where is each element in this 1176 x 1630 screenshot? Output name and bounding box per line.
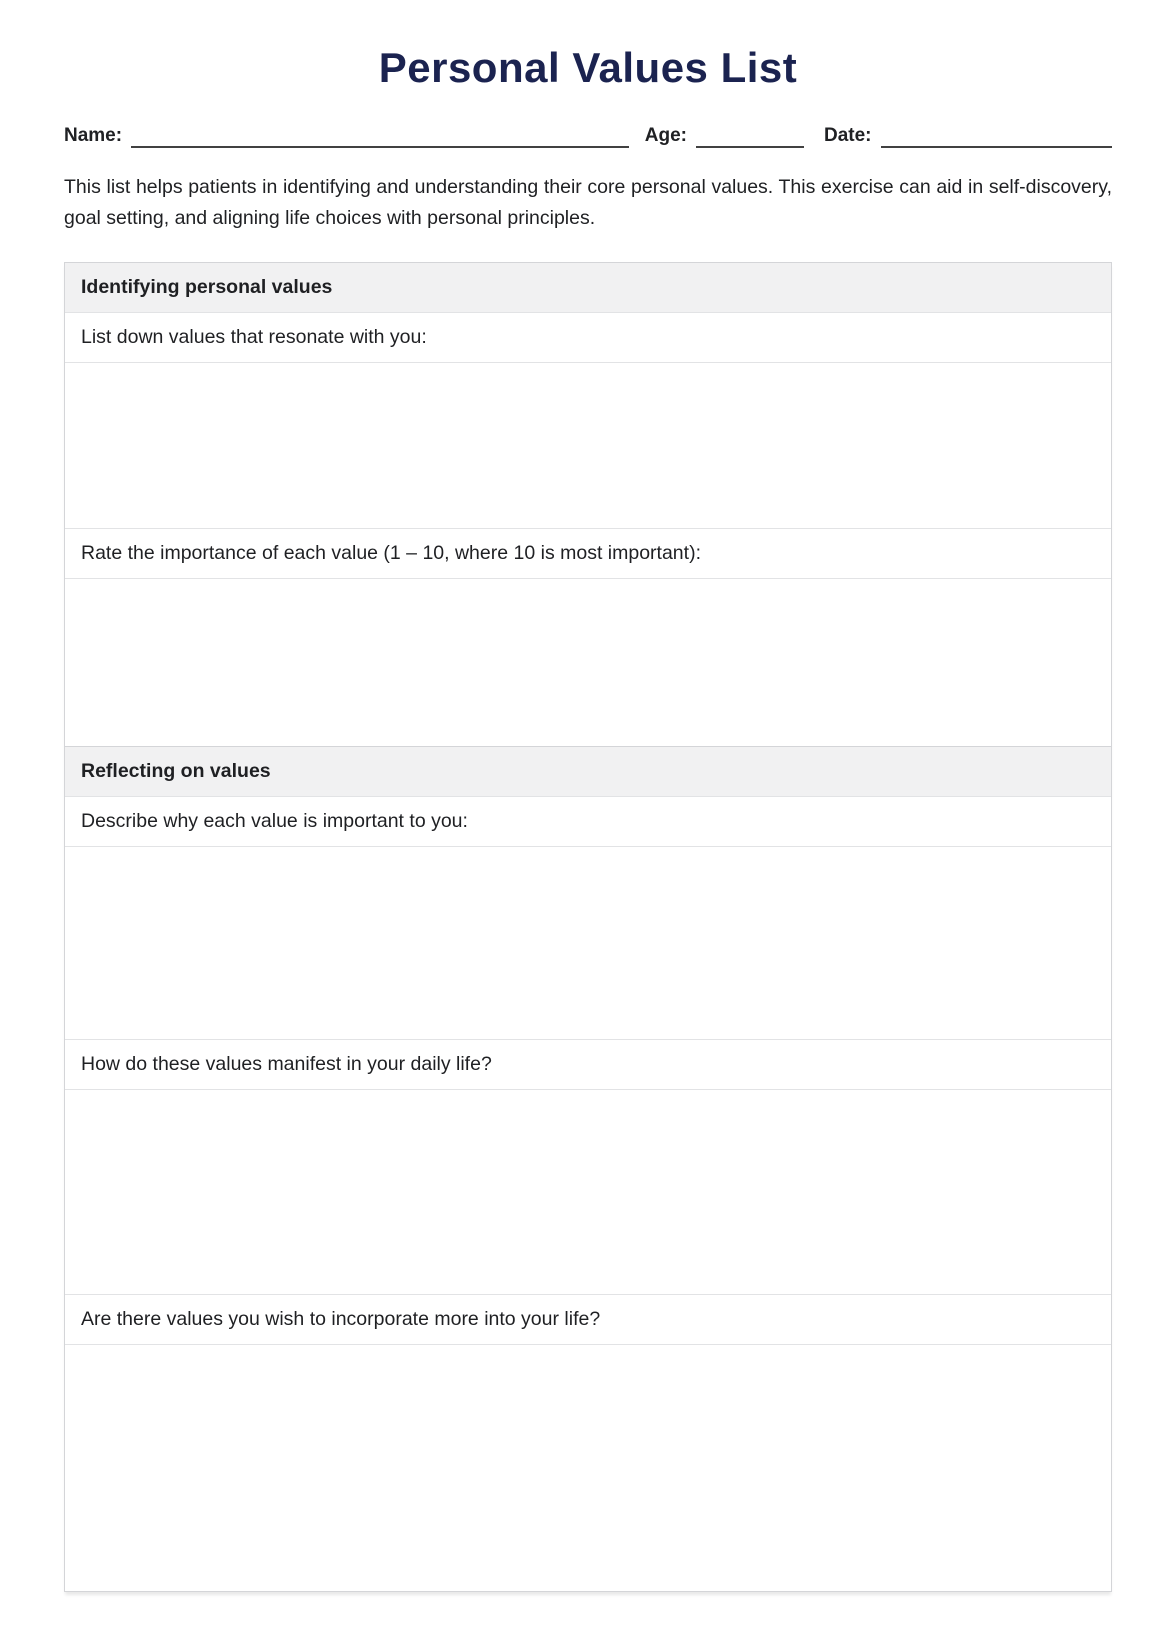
age-field[interactable] xyxy=(696,122,804,148)
section-header-identifying-values: Identifying personal values xyxy=(65,263,1111,312)
intro-paragraph: This list helps patients in identifying and understanding their core personal values. This exercise can aid in self-discovery, goal setting, and aligning life choices with personal principles. xyxy=(64,176,1112,229)
answer-box-list-values[interactable] xyxy=(65,362,1111,528)
date-field[interactable] xyxy=(881,122,1112,148)
question-list-values: List down values that resonate with you: xyxy=(65,312,1111,362)
date-label: Date: xyxy=(824,125,872,146)
answer-box-incorporate-more[interactable] xyxy=(65,1344,1111,1591)
section-header-reflecting-values: Reflecting on values xyxy=(65,746,1111,796)
answer-box-why-important[interactable] xyxy=(65,846,1111,1039)
question-why-important: Describe why each value is important to you: xyxy=(65,796,1111,846)
question-daily-life-manifest: How do these values manifest in your daily life? xyxy=(65,1039,1111,1089)
name-field[interactable] xyxy=(131,122,629,148)
values-form-table xyxy=(64,262,1112,1592)
page-title: Personal Values List xyxy=(378,44,798,91)
question-incorporate-more: Are there values you wish to incorporate more into your life? xyxy=(65,1294,1111,1344)
answer-box-rate-importance[interactable] xyxy=(65,578,1111,746)
question-rate-importance: Rate the importance of each value (1 – 10, where 10 is most important): xyxy=(65,528,1111,578)
answer-box-daily-life-manifest[interactable] xyxy=(65,1089,1111,1294)
patient-info-row xyxy=(64,122,1112,148)
age-label: Age: xyxy=(644,125,687,146)
name-label: Name: xyxy=(64,125,123,146)
